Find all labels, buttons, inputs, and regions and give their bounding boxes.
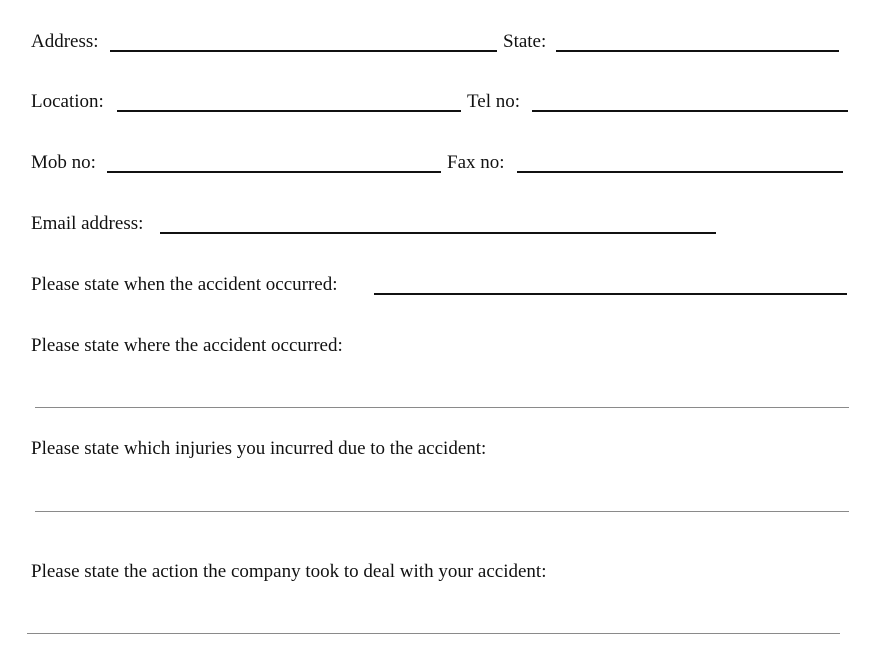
mob-no-label: Mob no: xyxy=(31,152,96,173)
state-label: State: xyxy=(503,31,547,52)
accident-where-label: Please state where the accident occurred: xyxy=(31,335,343,356)
injuries-label: Please state which injuries you incurred due to the accident: xyxy=(31,438,487,459)
email-label: Email address: xyxy=(31,213,144,234)
tel-no-field[interactable] xyxy=(532,110,848,112)
company-action-label: Please state the action the company took to deal with your accident: xyxy=(31,561,547,582)
state-field[interactable] xyxy=(556,50,839,52)
address-field[interactable] xyxy=(110,50,497,52)
company-action-answer-line[interactable] xyxy=(27,633,840,634)
address-label: Address: xyxy=(31,31,99,52)
location-label: Location: xyxy=(31,91,104,112)
location-field[interactable] xyxy=(117,110,461,112)
injuries-answer-line[interactable] xyxy=(35,511,849,512)
fax-no-field[interactable] xyxy=(517,171,843,173)
accident-when-label: Please state when the accident occurred: xyxy=(31,274,338,295)
fax-no-label: Fax no: xyxy=(447,152,505,173)
accident-where-answer-line[interactable] xyxy=(35,407,849,408)
email-field[interactable] xyxy=(160,232,716,234)
tel-no-label: Tel no: xyxy=(467,91,521,112)
accident-when-field[interactable] xyxy=(374,293,847,295)
mob-no-field[interactable] xyxy=(107,171,441,173)
